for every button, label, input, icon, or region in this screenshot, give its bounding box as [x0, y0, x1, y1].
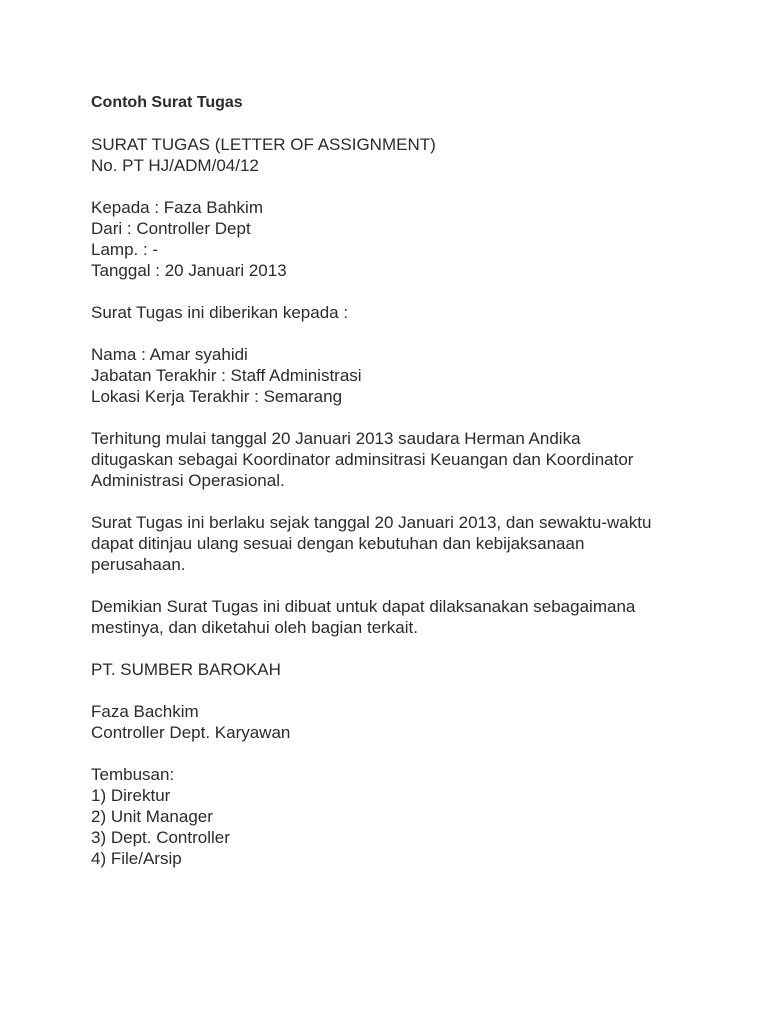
signatory-position: Controller Dept. Karyawan	[91, 723, 291, 742]
list-item: 4) File/Arsip	[91, 849, 182, 868]
meta-kepada: Kepada : Faza Bahkim	[91, 198, 263, 217]
letter-header	[91, 134, 711, 176]
tembusan-block	[91, 764, 711, 869]
paragraph-line: Terhitung mulai tanggal 20 Januari 2013 saudara Herman Andika	[91, 429, 581, 448]
assignee-jabatan: Jabatan Terakhir : Staff Administrasi	[91, 366, 362, 385]
signatory-name: Faza Bachkim	[91, 702, 199, 721]
paragraph-line: Administrasi Operasional.	[91, 471, 285, 490]
document-title: Contoh Surat Tugas	[91, 94, 243, 111]
list-item: 1) Direktur	[91, 786, 171, 805]
paragraph-line: mestinya, dan diketahui oleh bagian terkait.	[91, 618, 418, 637]
letter-meta	[91, 197, 711, 281]
meta-lamp: Lamp. : -	[91, 240, 159, 259]
signatory-block	[91, 701, 711, 743]
letter-title: SURAT TUGAS (LETTER OF ASSIGNMENT)	[91, 135, 436, 154]
tembusan-label: Tembusan:	[91, 765, 175, 784]
paragraph-closing	[91, 596, 711, 638]
paragraph-line: ditugaskan sebagai Koordinator adminsitrasi Keuangan dan Koordinator	[91, 450, 634, 469]
intro-text	[91, 302, 711, 323]
list-item: 3) Dept. Controller	[91, 828, 230, 847]
assignee-nama: Nama : Amar syahidi	[91, 345, 248, 364]
paragraph-line: dapat ditinjau ulang sesuai dengan kebutuhan dan kebijaksanaan	[91, 534, 585, 553]
company-name: PT. SUMBER BAROKAH	[91, 660, 281, 679]
letter-document	[91, 92, 711, 869]
paragraph-line: Demikian Surat Tugas ini dibuat untuk dapat dilaksanakan sebagaimana	[91, 597, 636, 616]
list-item: 2) Unit Manager	[91, 807, 213, 826]
assignee-details	[91, 344, 711, 407]
letter-number: No. PT HJ/ADM/04/12	[91, 156, 259, 175]
meta-tanggal: Tanggal : 20 Januari 2013	[91, 261, 287, 280]
paragraph-line: Surat Tugas ini berlaku sejak tanggal 20 Januari 2013, dan sewaktu-waktu	[91, 513, 652, 532]
company-name-block	[91, 659, 711, 680]
assignee-lokasi: Lokasi Kerja Terakhir : Semarang	[91, 387, 343, 406]
meta-dari: Dari : Controller Dept	[91, 219, 251, 238]
intro-line: Surat Tugas ini diberikan kepada :	[91, 303, 349, 322]
paragraph-validity	[91, 512, 711, 575]
paragraph-line: perusahaan.	[91, 555, 186, 574]
paragraph-assignment	[91, 428, 711, 491]
